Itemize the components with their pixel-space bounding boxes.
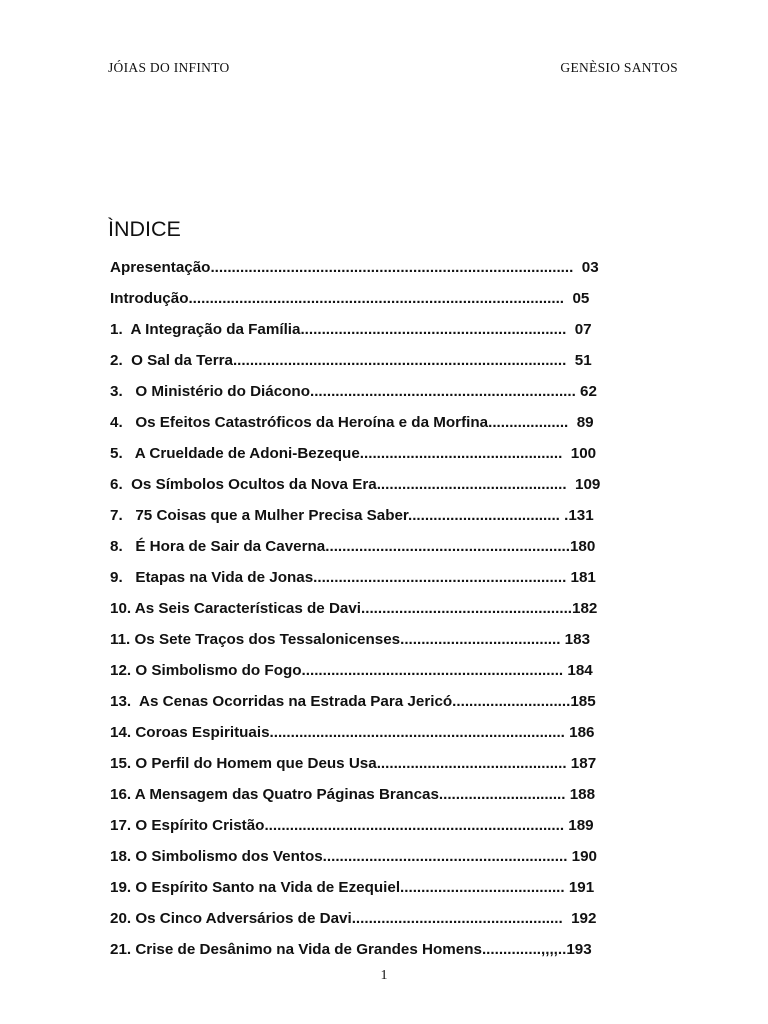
header-author: GENÈSIO SANTOS [560,60,678,75]
toc-entry-introducao: Introdução......................................................................................... 05 [110,290,590,307]
toc-entry-5: 5. A Crueldade de Adoni-Bezeque................................................ 100 [110,445,597,462]
toc-entry-12: 12. O Simbolismo do Fogo.............................................................. 184 [110,662,593,679]
toc-entry-10: 10. As Seis Características de Davi..................................................182 [110,600,598,617]
table-of-contents [110,257,710,970]
toc-entry-18: 18. O Simbolismo dos Ventos.......................................................... 190 [110,848,597,865]
toc-entry-1: 1. A Integração da Família............................................................... 07 [110,321,592,338]
toc-entry-2: 2. O Sal da Terra............................................................................... 51 [110,352,592,369]
toc-entry-apresentacao: Apresentação...................................................................................... 03 [110,259,599,276]
toc-entry-21: 21. Crise de Desânimo na Vida de Grandes Homens..............,,,,..193 [110,941,592,958]
toc-entry-8: 8. É Hora de Sair da Caverna..........................................................180 [110,538,596,555]
toc-entry-3: 3. O Ministério do Diácono............................................................... 62 [110,383,597,400]
toc-entry-17: 17. O Espírito Cristão....................................................................... 189 [110,817,594,834]
toc-entry-20: 20. Os Cinco Adversários de Davi.................................................. 192 [110,910,597,927]
running-header [108,60,678,80]
page-number: 1 [380,968,388,983]
toc-entry-14: 14. Coroas Espirituais...................................................................... 186 [110,724,595,741]
toc-entry-19: 19. O Espírito Santo na Vida de Ezequiel....................................... 191 [110,879,595,896]
toc-entry-7: 7. 75 Coisas que a Mulher Precisa Saber.................................... .131 [110,507,594,524]
toc-entry-16: 16. A Mensagem das Quatro Páginas Brancas.............................. 188 [110,786,596,803]
toc-entry-11: 11. Os Sete Traços dos Tessalonicenses...................................... 183 [110,631,591,648]
header-book-title: JÓIAS DO INFINTO [108,60,230,75]
toc-entry-4: 4. Os Efeitos Catastróficos da Heroína e da Morfina................... 89 [110,414,594,431]
toc-entry-15: 15. O Perfil do Homem que Deus Usa............................................. 187 [110,755,597,772]
toc-entry-13: 13. As Cenas Ocorridas na Estrada Para Jericó............................185 [110,693,596,710]
toc-entry-9: 9. Etapas na Vida de Jonas............................................................ 181 [110,569,596,586]
page-title: ÌNDICE [108,217,181,241]
toc-entry-6: 6. Os Símbolos Ocultos da Nova Era............................................. 109 [110,476,601,493]
